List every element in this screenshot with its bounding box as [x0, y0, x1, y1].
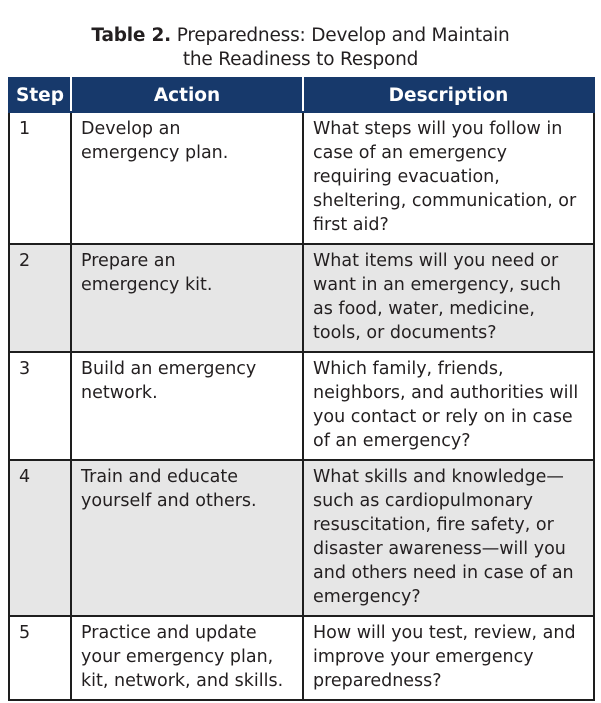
description-cell: What skills and knowledge—such as cardiopulmonary resuscitation, fire safety, or disaster awareness—will you and others need in case of an emergency? — [303, 460, 594, 616]
header-row — [9, 78, 594, 112]
action-cell: Train and educate yourself and others. — [71, 460, 303, 616]
caption-title-line1: Preparedness: Develop and Maintain — [176, 25, 510, 46]
action-cell: Build an emergency network. — [71, 352, 303, 460]
table-caption — [0, 24, 601, 72]
preparedness-table — [8, 77, 595, 701]
description-cell: What items will you need or want in an emergency, such as food, water, medicine, tools, or documents? — [303, 244, 594, 352]
step-cell: 2 — [9, 244, 71, 352]
caption-title-line2: the Readiness to Respond — [182, 49, 419, 70]
action-cell: Practice and update your emergency plan, kit, network, and skills. — [71, 616, 303, 700]
caption-label: Table 2. — [91, 25, 172, 46]
step-cell: 5 — [9, 616, 71, 700]
step-cell: 3 — [9, 352, 71, 460]
table-row — [9, 112, 594, 244]
action-cell: Develop an emergency plan. — [71, 112, 303, 244]
table-row — [9, 616, 594, 700]
table-row — [9, 352, 594, 460]
table-row — [9, 460, 594, 616]
step-cell: 4 — [9, 460, 71, 616]
action-cell: Prepare an emergency kit. — [71, 244, 303, 352]
description-cell: What steps will you follow in case of an emergency requiring evacuation, sheltering, communication, or first aid? — [303, 112, 594, 244]
description-cell: Which family, friends, neighbors, and authorities will you contact or rely on in case of an emergency? — [303, 352, 594, 460]
table-row — [9, 244, 594, 352]
header-description: Description — [303, 78, 594, 112]
header-action: Action — [71, 78, 303, 112]
description-cell: How will you test, review, and improve your emergency preparedness? — [303, 616, 594, 700]
step-cell: 1 — [9, 112, 71, 244]
header-step: Step — [9, 78, 71, 112]
